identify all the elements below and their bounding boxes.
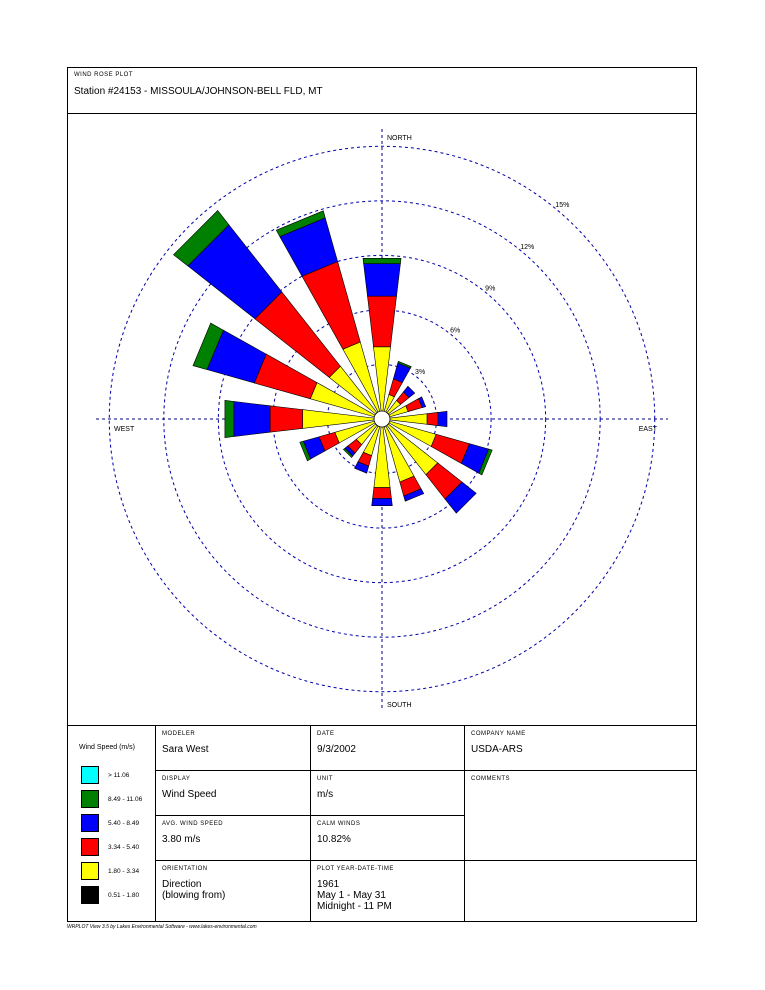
modeler-label: MODELER [162, 731, 196, 737]
orientation-value [162, 879, 225, 901]
ring-label: 9% [485, 285, 496, 293]
petal-segment [364, 264, 401, 297]
plot-year: 1961 [317, 879, 340, 890]
company-cell [465, 726, 696, 770]
petal-segment [372, 498, 393, 505]
plot-period-value [317, 879, 392, 912]
plot-dates: May 1 - May 31 [317, 890, 386, 901]
petal-segment [225, 400, 234, 437]
compass-south-label: SOUTH [387, 702, 412, 709]
legend-swatch [81, 814, 99, 832]
wind-speed-legend [68, 726, 155, 922]
unit-cell [311, 771, 464, 815]
comments-cell [465, 771, 696, 860]
orientation-line-2: (blowing from) [162, 890, 226, 901]
calm-winds-label: CALM WINDS [317, 821, 361, 827]
legend-title: Wind Speed (m/s) [79, 744, 136, 751]
display-label: DISPLAY [162, 776, 191, 782]
calm-winds-value: 10.82% [317, 834, 351, 845]
legend-label: 5.40 - 8.49 [108, 820, 140, 827]
compass-west-label: WEST [114, 426, 135, 433]
legend-label: 3.34 - 5.40 [108, 844, 140, 851]
compass-east-label: EAST [638, 426, 657, 433]
modeler-value: Sara West [162, 744, 209, 755]
plot-header [68, 68, 696, 114]
unit-label: UNIT [317, 776, 333, 782]
legend-label: 0.51 - 1.80 [108, 892, 140, 899]
petal-segment [427, 412, 438, 425]
calm-winds-cell [311, 816, 464, 860]
legend-label: > 11.06 [108, 772, 130, 779]
legend-swatch [81, 790, 99, 808]
petal-segment [368, 296, 397, 347]
legend-label: 8.49 - 11.06 [108, 796, 143, 803]
plot-time: Midnight - 11 PM [317, 901, 392, 912]
ring-label: 6% [450, 327, 461, 335]
plot-period-label: PLOT YEAR-DATE-TIME [317, 866, 394, 872]
company-label: COMPANY NAME [471, 731, 526, 737]
display-value: Wind Speed [162, 789, 217, 800]
avg-speed-label: AVG. WIND SPEED [162, 821, 224, 827]
software-credit: WRPLOT View 3.5 by Lakes Environmental Software - www.lakes-environmental.com [67, 924, 257, 930]
petal-segment [373, 488, 392, 499]
legend-swatch [81, 838, 99, 856]
avg-speed-value: 3.80 m/s [162, 834, 201, 845]
plot-type-label: WIND ROSE PLOT [74, 72, 134, 78]
orientation-line-1: Direction [162, 879, 202, 890]
unit-value: m/s [317, 789, 334, 800]
comments-label: COMMENTS [471, 776, 510, 782]
station-title: Station #24153 - MISSOULA/JOHNSON-BELL FLD, MT [74, 86, 323, 97]
petal-segment [438, 411, 447, 426]
ring-label: 15% [555, 202, 570, 210]
petal-segment [270, 406, 303, 432]
legend-label: 1.80 - 3.34 [108, 868, 140, 875]
legend-swatch [81, 862, 99, 880]
legend-swatch [81, 886, 99, 904]
orientation-label: ORIENTATION [162, 866, 208, 872]
display-cell [156, 771, 310, 815]
date-label: DATE [317, 731, 335, 737]
wind-rose-chart [68, 113, 696, 725]
calm-center [374, 411, 390, 427]
ring-label: 12% [520, 243, 535, 251]
plot-period-cell [311, 861, 464, 922]
legend-swatch [81, 766, 99, 784]
compass-north-label: NORTH [387, 135, 412, 142]
date-cell [311, 726, 464, 770]
plot-frame [67, 67, 697, 922]
company-value: USDA-ARS [471, 744, 523, 755]
avg-speed-cell [156, 816, 310, 860]
modeler-cell [156, 726, 310, 770]
petal-segment [363, 258, 401, 263]
ring-label: 3% [415, 369, 426, 377]
orientation-cell [156, 861, 310, 922]
petal-segment [234, 402, 270, 437]
date-value: 9/3/2002 [317, 744, 356, 755]
